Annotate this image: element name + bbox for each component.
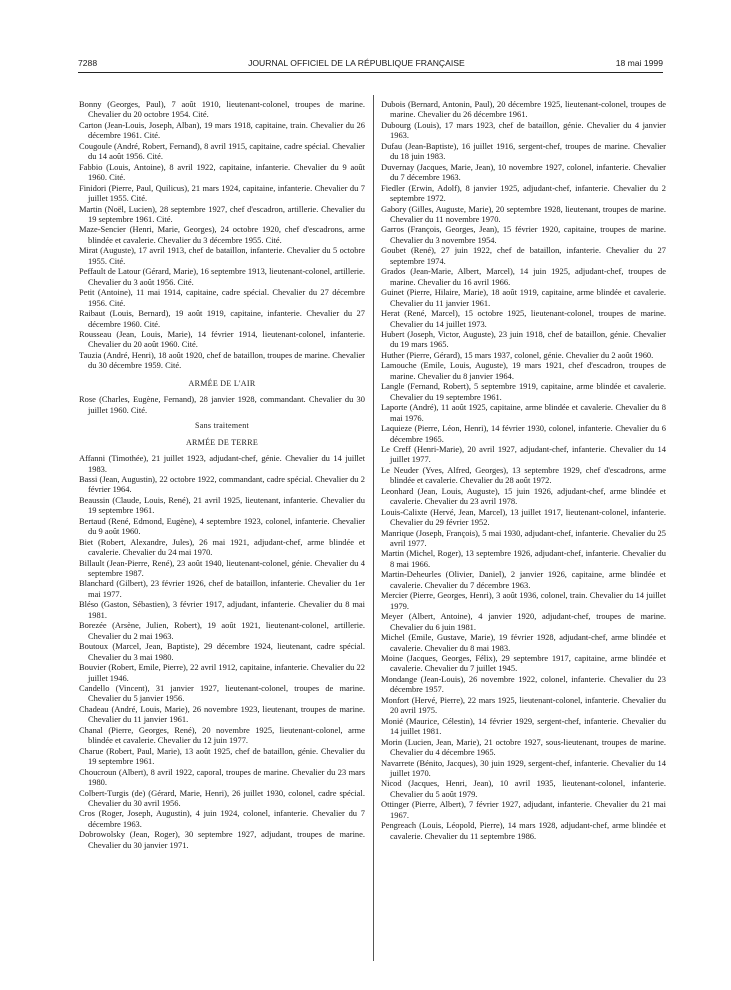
list-item: Moine (Jacques, Georges, Félix), 29 septembre 1917, capitaine, arme blindée et cavalerie. Chevalier du 7 juillet 1945. xyxy=(381,653,666,674)
list-item: Bertaud (René, Edmond, Eugène), 4 septembre 1923, colonel, infanterie. Chevalier du 9 août 1960. xyxy=(79,515,365,537)
page-header xyxy=(78,56,663,70)
list-item: Louis-Calixte (Hervé, Jean, Marcel), 13 juillet 1917, lieutenant-colonel, infanterie. Chevalier du 29 février 1952. xyxy=(381,506,666,528)
list-item: Charue (Robert, Paul, Marie), 13 août 1925, chef de bataillon, génie. Chevalier du 19 septembre 1961. xyxy=(79,745,365,767)
list-item: Bléso (Gaston, Sébastien), 3 février 1917, adjudant, infanterie. Chevalier du 8 mai 1981. xyxy=(79,599,365,620)
list-item: Peffault de Latour (Gérard, Marie), 16 septembre 1913, lieutenant-colonel, artillerie. Chevalier du 3 août 1956. Cité. xyxy=(79,266,365,287)
list-item: Manrique (Joseph, François), 5 mai 1930, adjudant-chef, infanterie. Chevalier du 25 avril 1977. xyxy=(381,527,666,549)
list-item: Dubois (Bernard, Antonin, Paul), 20 décembre 1925, lieutenant-colonel, troupes de marine. Chevalier du 26 décembre 1961. xyxy=(381,99,666,120)
left-column xyxy=(79,99,365,850)
list-item: Bouvier (Robert, Emile, Pierre), 22 avril 1912, capitaine, infanterie. Chevalier du 22 juillet 1946. xyxy=(79,662,365,683)
list-item: Le Neuder (Yves, Alfred, Georges), 13 septembre 1929, chef d'escadrons, arme blindée et cavalerie. Chevalier du 28 août 1972. xyxy=(381,464,666,486)
list-item: Chanal (Pierre, Georges, René), 20 novembre 1925, lieutenant-colonel, arme blindée et cavalerie. Chevalier du 12 juin 1977. xyxy=(79,724,365,746)
list-item: Rousseau (Jean, Louis, Marie), 14 février 1914, lieutenant-colonel, infanterie. Chevalier du 20 août 1960. Cité. xyxy=(79,328,365,350)
list-item: Boutoux (Marcel, Jean, Baptiste), 29 décembre 1924, lieutenant, cadre spécial. Chevalier du 3 mai 1980. xyxy=(79,641,365,662)
entries-group-a xyxy=(79,99,365,371)
list-item: Gabory (Gilles, Auguste, Marie), 20 septembre 1928, lieutenant, troupes de marine. Chevalier du 11 novembre 1970. xyxy=(381,203,666,224)
list-item: Herat (René, Marcel), 15 octobre 1925, lieutenant-colonel, troupes de marine. Chevalier du 14 juillet 1973. xyxy=(381,308,666,329)
list-item: Maze-Sencier (Henri, Marie, Georges), 24 octobre 1920, chef d'escadrons, arme blindée et cavalerie. Chevalier du 3 décembre 1955. Cité. xyxy=(79,224,365,245)
list-item: Fabbio (Louis, Antoine), 8 avril 1922, capitaine, infanterie. Chevalier du 9 août 1960. Cité. xyxy=(79,161,365,183)
list-item: Leonhard (Jean, Louis, Auguste), 15 juin 1926, adjudant-chef, arme blindée et cavalerie. Chevalier du 23 avril 1978. xyxy=(381,485,666,507)
list-item: Carton (Jean-Louis, Joseph, Alban), 19 mars 1918, capitaine, train. Chevalier du 26 décembre 1961. Cité. xyxy=(79,119,365,141)
list-item: Martin-Deheurles (Olivier, Daniel), 2 janvier 1926, capitaine, arme blindée et cavalerie. Chevalier du 7 décembre 1963. xyxy=(381,569,666,590)
list-item: Le Creff (Henri-Marie), 20 avril 1927, adjudant-chef, infanterie. Chevalier du 14 juillet 1977. xyxy=(381,443,666,465)
header-rule xyxy=(78,72,663,73)
issue-date: 18 mai 1999 xyxy=(615,58,663,68)
entries-group-right xyxy=(381,99,666,841)
list-item: Affanni (Timothée), 21 juillet 1923, adjudant-chef, génie. Chevalier du 14 juillet 1983. xyxy=(79,453,365,474)
list-item: Hubert (Joseph, Victor, Auguste), 23 juin 1918, chef de bataillon, génie. Chevalier du 19 mars 1965. xyxy=(381,328,666,350)
column-divider xyxy=(373,95,374,961)
list-item: Blanchard (Gilbert), 23 février 1926, chef de bataillon, infanterie. Chevalier du 1er mai 1977. xyxy=(79,578,365,599)
list-item: Martin (Noël, Lucien), 28 septembre 1927, chef d'escadron, artillerie. Chevalier du 19 septembre 1961. Cité. xyxy=(79,203,365,224)
list-item: Petit (Antoine), 11 mai 1914, capitaine, cadre spécial. Chevalier du 27 décembre 1956. Cité. xyxy=(79,287,365,308)
list-item: Colbert-Turgis (de) (Gérard, Marie, Henri), 26 juillet 1930, colonel, cadre spécial. Chevalier du 30 avril 1956. xyxy=(79,787,365,808)
list-item: Bassi (Jean, Augustin), 22 octobre 1922, commandant, cadre spécial. Chevalier du 2 février 1964. xyxy=(79,473,365,495)
list-item: Navarrete (Bénito, Jacques), 30 juin 1929, sergent-chef, infanterie. Chevalier du 14 juillet 1970. xyxy=(381,757,666,778)
list-item: Lamouche (Emile, Louis, Auguste), 19 mars 1921, chef d'escadron, troupes de marine. Chevalier du 8 janvier 1964. xyxy=(381,360,666,381)
section-heading-sans-traitement: Sans traitement xyxy=(194,421,250,431)
section-heading-air: ARMÉE DE L'AIR xyxy=(188,378,256,388)
list-item: Fiedler (Erwin, Adolf), 8 janvier 1925, adjudant-chef, infanterie. Chevalier du 2 septembre 1972. xyxy=(381,182,666,204)
list-item: Nicod (Jacques, Henri, Jean), 10 avril 1935, lieutenant-colonel, infanterie. Chevalier du 5 août 1979. xyxy=(381,778,666,799)
entries-group-air xyxy=(79,394,365,415)
section-heading-terre: ARMÉE DE TERRE xyxy=(185,437,259,447)
list-item: Dubourg (Louis), 17 mars 1923, chef de bataillon, génie. Chevalier du 4 janvier 1963. xyxy=(381,119,666,141)
list-item: Rose (Charles, Eugène, Fernand), 28 janvier 1928, commandant. Chevalier du 30 juillet 1960. Cité. xyxy=(79,394,365,415)
list-item: Biet (Robert, Alexandre, Jules), 26 mai 1921, adjudant-chef, arme blindée et cavalerie. Chevalier du 24 mai 1970. xyxy=(79,536,365,558)
list-item: Meyer (Albert, Antoine), 4 janvier 1920, adjudant-chef, troupes de marine. Chevalier du 6 juin 1981. xyxy=(381,611,666,632)
entries-group-b xyxy=(79,453,365,850)
list-item: Monfort (Hervé, Pierre), 22 mars 1925, lieutenant-colonel, infanterie. Chevalier du 20 avril 1975. xyxy=(381,694,666,716)
list-item: Dobrowolsky (Jean, Roger), 30 septembre 1927, adjudant, troupes de marine. Chevalier du 30 janvier 1971. xyxy=(79,829,365,850)
list-item: Candello (Vincent), 31 janvier 1927, lieutenant-colonel, troupes de marine. Chevalier du 5 janvier 1956. xyxy=(79,683,365,704)
list-item: Huther (Pierre, Gérard), 15 mars 1937, colonel, génie. Chevalier du 2 août 1960. xyxy=(381,349,654,360)
list-item: Guinet (Pierre, Hilaire, Marie), 18 août 1919, capitaine, arme blindée et cavalerie. Chevalier du 11 janvier 1961. xyxy=(381,287,666,308)
list-item: Morin (Lucien, Jean, Marie), 21 octobre 1927, sous-lieutenant, troupes de marine. Chevalier du 4 décembre 1965. xyxy=(381,736,666,758)
list-item: Beaussin (Claude, Louis, René), 21 avril 1925, lieutenant, infanterie. Chevalier du 19 septembre 1961. xyxy=(79,494,365,516)
list-item: Langle (Fernand, Robert), 5 septembre 1919, capitaine, arme blindée et cavalerie. Chevalier du 19 septembre 1961. xyxy=(381,381,666,402)
list-item: Chadeau (André, Louis, Marie), 26 novembre 1923, lieutenant, troupes de marine. Chevalier du 11 janvier 1961. xyxy=(79,703,365,725)
list-item: Garros (François, Georges, Jean), 15 février 1920, capitaine, troupes de marine. Chevalier du 3 novembre 1954. xyxy=(381,224,666,245)
list-item: Mirat (Auguste), 17 avril 1913, chef de bataillon, infanterie. Chevalier du 5 octobre 1955. Cité. xyxy=(79,245,365,266)
list-item: Cros (Roger, Joseph, Augustin), 4 juin 1924, colonel, infanterie. Chevalier du 7 décembre 1963. xyxy=(79,808,365,829)
list-item: Michel (Emile, Gustave, Marie), 19 février 1928, adjudant-chef, arme blindée et cavalerie. Chevalier du 8 mai 1983. xyxy=(381,632,666,653)
list-item: Bonny (Georges, Paul), 7 août 1910, lieutenant-colonel, troupes de marine. Chevalier du 20 octobre 1954. Cité. xyxy=(79,99,365,120)
journal-title: JOURNAL OFFICIEL DE LA RÉPUBLIQUE FRANÇAISE xyxy=(248,58,465,68)
list-item: Pengreach (Louis, Léopold, Pierre), 14 mars 1928, adjudant-chef, arme blindée et cavalerie. Chevalier du 11 septembre 1986. xyxy=(381,820,666,841)
list-item: Mondange (Jean-Louis), 26 novembre 1922, colonel, infanterie. Chevalier du 23 décembre 1957. xyxy=(381,673,666,695)
list-item: Finidori (Pierre, Paul, Quilicus), 21 mars 1924, capitaine, infanterie. Chevalier du 7 juillet 1955. Cité. xyxy=(79,182,365,204)
list-item: Billault (Jean-Pierre, René), 23 août 1940, lieutenant-colonel, génie. Chevalier du 4 septembre 1987. xyxy=(79,557,365,579)
list-item: Grados (Jean-Marie, Albert, Marcel), 14 juin 1925, adjudant-chef, troupes de marine. Chevalier du 16 avril 1966. xyxy=(381,266,666,287)
page-number: 7288 xyxy=(78,58,98,68)
list-item: Cougoule (André, Robert, Fernand), 8 avril 1915, capitaine, cadre spécial. Chevalier du 14 août 1956. Cité. xyxy=(79,140,365,162)
list-item: Duvernay (Jacques, Marie, Jean), 10 novembre 1927, colonel, infanterie. Chevalier du 7 décembre 1963. xyxy=(381,161,666,183)
list-item: Goubet (René), 27 juin 1922, chef de bataillon, infanterie. Chevalier du 27 septembre 1974. xyxy=(381,245,666,266)
list-item: Monié (Maurice, Célestin), 14 février 1929, sergent-chef, infanterie. Chevalier du 14 juillet 1981. xyxy=(381,715,666,737)
list-item: Mercier (Pierre, Georges, Henri), 3 août 1936, colonel, train. Chevalier du 14 juillet 1979. xyxy=(381,590,666,611)
list-item: Raibaut (Louis, Bernard), 19 août 1919, capitaine, infanterie. Chevalier du 27 décembre 1960. Cité. xyxy=(79,308,365,329)
list-item: Tauzia (André, Henri), 18 août 1920, chef de bataillon, troupes de marine. Chevalier du 30 décembre 1959. Cité. xyxy=(79,349,365,371)
list-item: Laquieze (Pierre, Léon, Henri), 14 février 1930, colonel, infanterie. Chevalier du 6 décembre 1965. xyxy=(381,423,666,444)
list-item: Dufau (Jean-Baptiste), 16 juillet 1916, sergent-chef, troupes de marine. Chevalier du 18 juin 1983. xyxy=(381,140,666,162)
list-item: Martin (Michel, Roger), 13 septembre 1926, adjudant-chef, infanterie. Chevalier du 8 mai 1966. xyxy=(381,548,666,569)
right-column xyxy=(381,99,666,841)
list-item: Laporte (André), 11 août 1925, capitaine, arme blindée et cavalerie. Chevalier du 8 mai 1976. xyxy=(381,402,666,423)
list-item: Choucroun (Albert), 8 avril 1922, caporal, troupes de marine. Chevalier du 23 mars 1980. xyxy=(79,766,365,788)
list-item: Ottinger (Pierre, Albert), 7 février 1927, adjudant, infanterie. Chevalier du 21 mai 1967. xyxy=(381,799,666,820)
list-item: Borezée (Arsène, Julien, Robert), 19 août 1921, lieutenant-colonel, artillerie. Chevalier du 2 mai 1963. xyxy=(79,620,365,641)
